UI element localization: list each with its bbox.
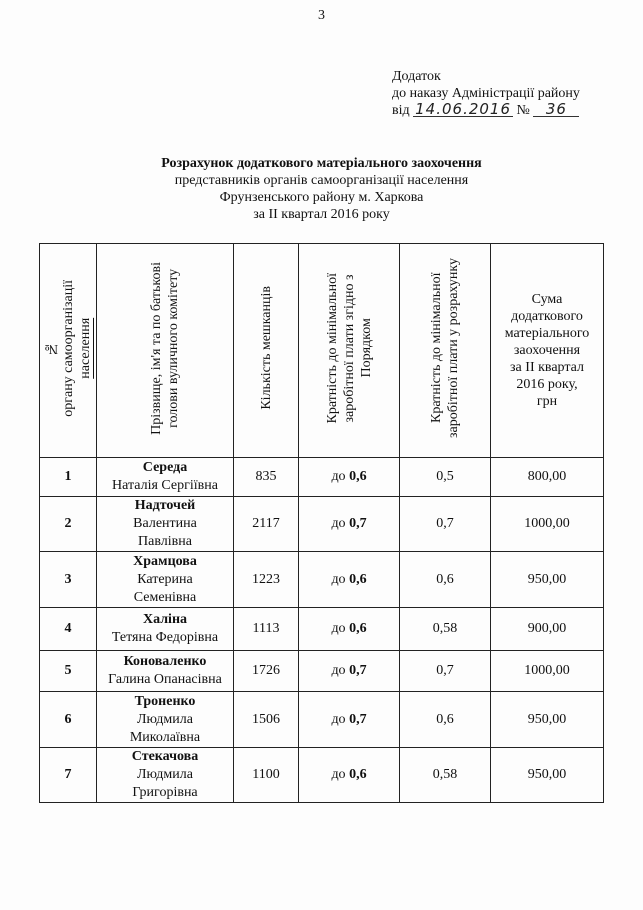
table-row xyxy=(40,458,604,497)
cell-residents: 2117 xyxy=(234,497,299,552)
cell-sum: 800,00 xyxy=(491,458,604,497)
cell-sum: 1000,00 xyxy=(491,497,604,552)
appendix-date-line xyxy=(392,102,580,119)
cell-fullname: Середа Наталія Сергіївна xyxy=(97,458,234,497)
cell-fullname: Халіна Тетяна Федорівна xyxy=(97,608,234,651)
cell-sum: 900,00 xyxy=(491,608,604,651)
cell-ratio-procedure: до 0,7 xyxy=(299,651,400,692)
cell-number: 4 xyxy=(40,608,97,651)
cell-fullname: Коноваленко Галина Опанасівна xyxy=(97,651,234,692)
header-ratio-calc: Кратність до мінімальної заробітної плати у розрахунку xyxy=(400,244,491,458)
cell-fullname: Надточей Валентина Павлівна xyxy=(97,497,234,552)
cell-residents: 1113 xyxy=(234,608,299,651)
cell-sum: 950,00 xyxy=(491,552,604,608)
from-label: від xyxy=(392,103,410,118)
cell-ratio-calc: 0,6 xyxy=(400,552,491,608)
cell-residents: 1100 xyxy=(234,748,299,803)
document-subtitle-1: представників органів самоорганізації населення xyxy=(174,173,469,188)
header-ratio-procedure: Кратність до мінімальної заробітної плати згідно з Порядком xyxy=(299,244,400,458)
cell-number: 3 xyxy=(40,552,97,608)
table-row xyxy=(40,552,604,608)
appendix-title: Додаток xyxy=(392,69,441,84)
appendix-order-ref: до наказу Адміністрації району xyxy=(392,86,580,101)
cell-ratio-calc: 0,58 xyxy=(400,608,491,651)
header-sum: Сума додаткового матеріального заохочення за II квартал 2016 року, грн xyxy=(491,244,604,458)
cell-ratio-calc: 0,5 xyxy=(400,458,491,497)
cell-residents: 1726 xyxy=(234,651,299,692)
cell-sum: 950,00 xyxy=(491,748,604,803)
reward-table xyxy=(39,243,604,803)
table-row xyxy=(40,748,604,803)
cell-ratio-calc: 0,7 xyxy=(400,497,491,552)
cell-residents: 1506 xyxy=(234,692,299,748)
cell-number: 5 xyxy=(40,651,97,692)
cell-residents: 835 xyxy=(234,458,299,497)
cell-ratio-procedure: до 0,6 xyxy=(299,552,400,608)
header-fullname: Прізвище, ім'я та по батькові голови вуличного комітету xyxy=(97,244,234,458)
cell-ratio-procedure: до 0,6 xyxy=(299,458,400,497)
table-row xyxy=(40,608,604,651)
handwritten-number: 36 xyxy=(533,102,579,117)
cell-fullname: Троненко Людмила Миколаївна xyxy=(97,692,234,748)
cell-number: 2 xyxy=(40,497,97,552)
document-title-block xyxy=(0,155,643,223)
cell-number: 7 xyxy=(40,748,97,803)
cell-ratio-procedure: до 0,6 xyxy=(299,748,400,803)
cell-number: 6 xyxy=(40,692,97,748)
cell-ratio-calc: 0,58 xyxy=(400,748,491,803)
cell-fullname: Стекачова Людмила Григорівна xyxy=(97,748,234,803)
cell-ratio-procedure: до 0,6 xyxy=(299,608,400,651)
cell-sum: 1000,00 xyxy=(491,651,604,692)
cell-residents: 1223 xyxy=(234,552,299,608)
header-number: № органу самоорганізації населення xyxy=(40,244,97,458)
cell-ratio-calc: 0,6 xyxy=(400,692,491,748)
cell-sum: 950,00 xyxy=(491,692,604,748)
table-header-row xyxy=(40,244,604,458)
table-row xyxy=(40,692,604,748)
document-subtitle-3: за II квартал 2016 року xyxy=(253,207,390,222)
cell-number: 1 xyxy=(40,458,97,497)
page-number: 3 xyxy=(318,8,325,23)
document-subtitle-2: Фрунзенського району м. Харкова xyxy=(219,190,424,205)
number-label: № xyxy=(516,103,530,118)
table-row xyxy=(40,497,604,552)
document-title: Розрахунок додаткового матеріального заохочення xyxy=(161,156,482,171)
cell-fullname: Храмцова Катерина Семенівна xyxy=(97,552,234,608)
table-row xyxy=(40,651,604,692)
appendix-block xyxy=(392,68,580,119)
handwritten-date: 14.06.2016 xyxy=(415,100,512,118)
cell-ratio-procedure: до 0,7 xyxy=(299,692,400,748)
header-residents: Кількість мешканців xyxy=(234,244,299,458)
cell-ratio-procedure: до 0,7 xyxy=(299,497,400,552)
cell-ratio-calc: 0,7 xyxy=(400,651,491,692)
